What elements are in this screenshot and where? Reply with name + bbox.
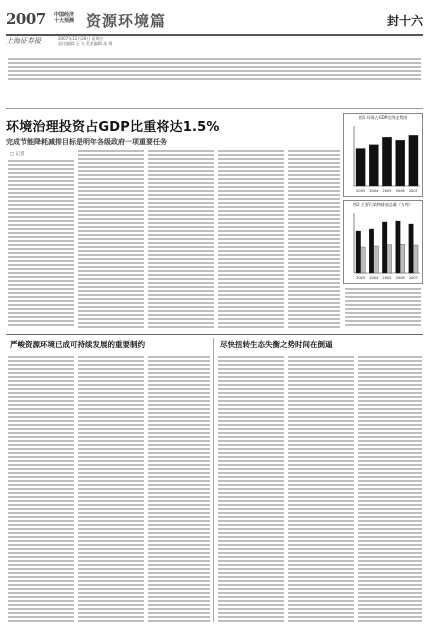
main-article-column (288, 150, 340, 328)
chart-bar (356, 149, 365, 187)
left-article-column (8, 356, 74, 622)
left-article-column (148, 356, 210, 622)
main-article-column (345, 288, 421, 328)
x-tick-label: 2005 (382, 189, 392, 193)
chart-bar (400, 244, 405, 273)
masthead-tagline: 中国经济 十大预测 (54, 12, 75, 24)
chart-bar (396, 140, 405, 186)
chart-bar (361, 247, 366, 273)
masthead-year: 2007 (6, 10, 46, 28)
chart-bar (369, 145, 378, 186)
intro-text-block (8, 58, 421, 82)
x-tick-label: 2003 (356, 189, 366, 193)
divider (6, 334, 423, 335)
chart-bar (387, 245, 392, 273)
x-tick-label: 2005 (382, 276, 392, 280)
chart-pollutant-emission (343, 200, 423, 284)
main-article-column (78, 150, 144, 328)
chart-title: 图1 环保占GDP比例走势图 (358, 115, 408, 120)
main-subhead: 完成节能降耗减排目标是明年各级政府一项重要任务 (6, 138, 167, 146)
x-tick-label: 2006 (395, 189, 405, 193)
x-tick-label: 2004 (369, 189, 379, 193)
column-divider (213, 338, 214, 622)
right-article-column (288, 356, 354, 622)
right-article-headline: 尽快扭转生态失衡之势时间在倒逼 (220, 340, 333, 349)
chart-bar (396, 221, 401, 273)
intro-paragraph (8, 58, 421, 82)
issue-meta: 2007年12月28日 星期五 责任编辑:王 飞 美术编辑:朱 周 (58, 36, 113, 46)
main-article-column (218, 150, 284, 328)
left-article-headline: 严峻资源环境已成可持续发展的重要制约 (10, 340, 145, 349)
page-number: 封十六 (386, 14, 423, 28)
chart-title: 图2 主要污染物排放总量（万吨） (353, 202, 413, 207)
main-article-column (8, 160, 74, 328)
chart-gdp-ratio-svg (344, 114, 424, 198)
chart-gdp-ratio (343, 113, 423, 197)
subheader (6, 36, 423, 48)
main-headline: 环境治理投资占GDP比重将达1.5% (6, 120, 220, 135)
chart-bar (369, 229, 374, 273)
x-tick-label: 2003 (356, 276, 366, 280)
chart-bar (382, 137, 391, 186)
right-article-column (218, 356, 284, 622)
x-tick-label: 2007 (408, 189, 418, 193)
left-article-column (78, 356, 144, 622)
chart-bar (374, 246, 379, 273)
chart-bar (409, 135, 418, 186)
right-article-column (358, 356, 422, 622)
paper-name: 上海证券报 (6, 37, 41, 45)
chart-bar (356, 231, 361, 273)
x-tick-label: 2007 (408, 276, 418, 280)
divider (6, 108, 423, 109)
chart-bar (413, 245, 418, 273)
x-tick-label: 2004 (369, 276, 379, 280)
masthead (6, 10, 423, 36)
chart-bar (409, 224, 414, 273)
chart-pollutant-svg (344, 201, 424, 285)
chart-bar (382, 222, 387, 273)
section-title: 资源环境篇 (86, 12, 167, 30)
x-tick-label: 2006 (395, 276, 405, 280)
main-article-column (148, 150, 214, 328)
byline: □ 记者 (10, 152, 25, 157)
